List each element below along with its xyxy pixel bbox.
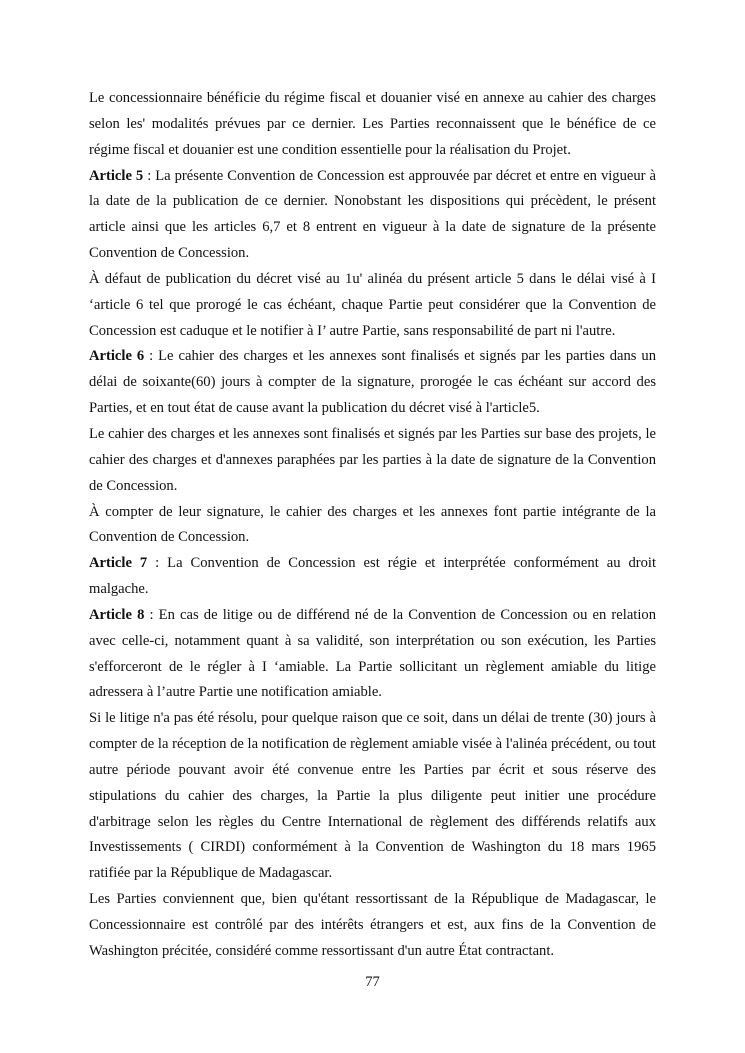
paragraph-ressortissant xyxy=(89,887,656,965)
article-8-text: : En cas de litige ou de différend né de la Convention de Concession ou en relation avec celle-ci, notamment quant à sa validité, son interprétation ou son exécution, les Parties s'efforceront de le régler à I ‘amiable. La Partie sollicitant un règlement amiable du litige adressera à l’autre Partie une notification amiable. xyxy=(89,606,656,701)
article-5 xyxy=(89,164,656,267)
document-body xyxy=(89,86,656,965)
article-6-label: Article 6 xyxy=(89,348,145,365)
article-7-label: Article 7 xyxy=(89,555,148,572)
paragraph-regime-fiscal xyxy=(89,86,656,164)
paragraph-arbitrage xyxy=(89,706,656,887)
paragraph-text: Le cahier des charges et les annexes sont finalisés et signés par les Parties sur base des projets, le cahier des charges et d'annexes paraphées par les parties à la date de signature de la Convention de Concession. xyxy=(89,425,656,494)
article-7 xyxy=(89,551,656,603)
article-6 xyxy=(89,344,656,422)
paragraph-text: Les Parties conviennent que, bien qu'étant ressortissant de la République de Madagascar, le Concessionnaire est contrôlé par des intérêts étrangers et est, aux fins de la Convention de Washington précitée, considéré comme ressortissant d'un autre État contractant. xyxy=(89,891,656,959)
paragraph-text: À compter de leur signature, le cahier des charges et les annexes font partie intégrante de la Convention de Concession. xyxy=(89,503,656,546)
paragraph-text: Le concessionnaire bénéficie du régime fiscal et douanier visé en annexe au cahier des charges selon les' modalités prévues par ce dernier. Les Parties reconnaissent que le bénéfice de ce régime fiscal et douanier est une condition essentielle pour la réalisation du Projet. xyxy=(89,90,656,158)
article-5-text: : La présente Convention de Concession est approuvée par décret et entre en vigueur à la date de la publication de ce dernier. Nonobstant les dispositions qui précèdent, le présent article ainsi que les articles 6,7 et 8 entrent en vigueur à la date de signature de la présente Convention de Concession. xyxy=(89,167,656,262)
page-number: 77 xyxy=(365,974,380,990)
paragraph-text: Si le litige n'a pas été résolu, pour quelque raison que ce soit, dans un délai de trente (30) jours à compter de la réception de la notification de règlement amiable visée à l'alinéa précédent, ou tout autre période pouvant avoir été convenue entre les Parties par écrit et sous réserve des stipulations du cahier des charges, la Partie la plus diligente peut initier une procédure d'arbitrage selon les règles du Centre International de règlement des différends relatifs aux Investissements ( CIRDI) conformément à la Convention de Washington du 18 mars 1965 ratifiée par la République de Madagascar. xyxy=(89,710,656,882)
paragraph-cahier-finalises xyxy=(89,422,656,500)
article-6-text: : Le cahier des charges et les annexes sont finalisés et signés par les parties dans un délai de soixante(60) jours à compter de la signature, prorogée le cas échéant sur accord des Parties, et en tout état de cause avant la publication du décret visé à l'article5. xyxy=(89,348,656,417)
paragraph-partie-integrante xyxy=(89,500,656,552)
article-8 xyxy=(89,603,656,706)
paragraph-text: À défaut de publication du décret visé au 1u' alinéa du présent article 5 dans le délai visé à I ‘article 6 tel que prorogé le cas échéant, chaque Partie peut considérer que la Convention de Concession est caduque et le notifier à I’ autre Partie, sans responsabilité de part ni l'autre. xyxy=(89,270,656,339)
article-7-text: : La Convention de Concession est régie et interprétée conformément au droit malgache. xyxy=(89,555,657,598)
article-8-label: Article 8 xyxy=(89,606,145,623)
paragraph-defaut-publication xyxy=(89,267,656,345)
article-5-label: Article 5 xyxy=(89,167,144,184)
